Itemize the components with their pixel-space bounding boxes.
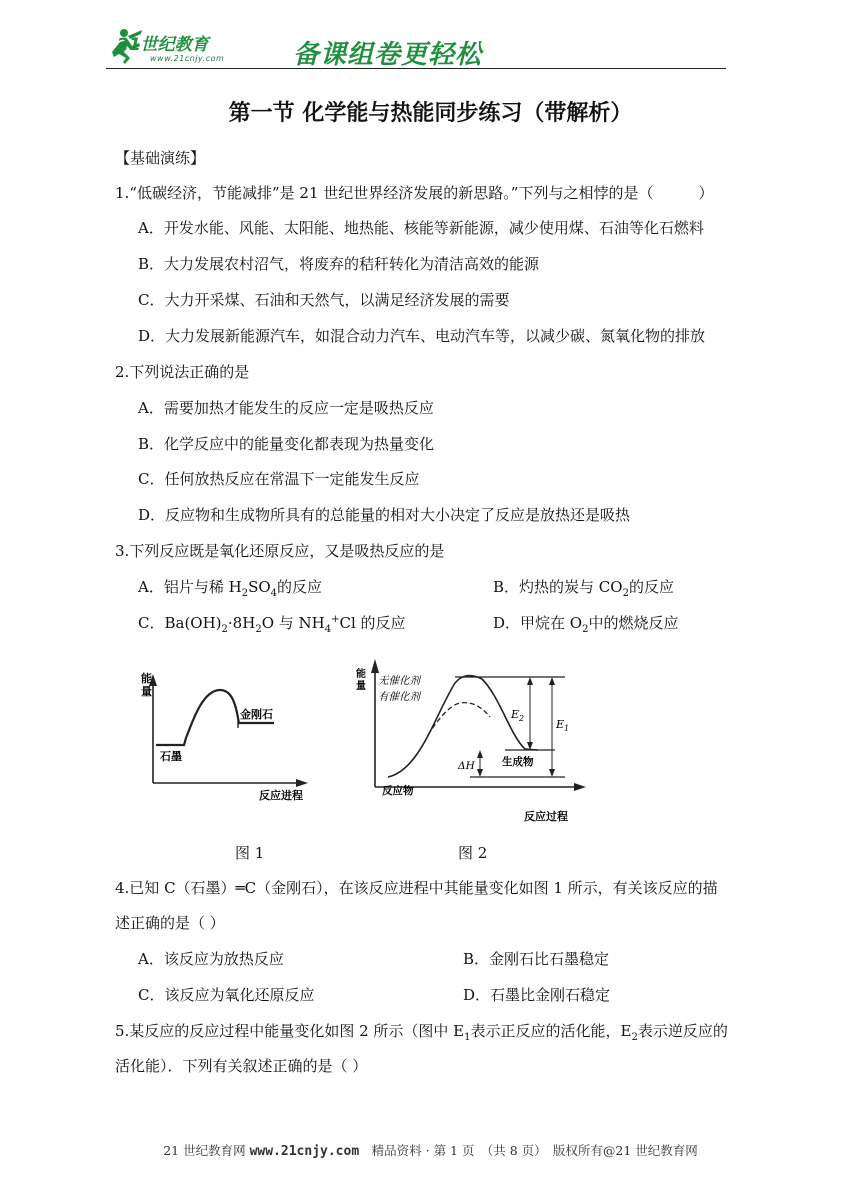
q3-stem: 3.下列反应既是氧化还原反应，又是吸热反应的是	[115, 542, 445, 560]
figure-2-energy-diagram	[350, 655, 590, 827]
fig2-reactant-label: 反应物	[382, 785, 414, 797]
q4-option-d: D．石墨比金刚石稳定	[463, 986, 611, 1004]
q4-option-a: A．该反应为放热反应	[138, 950, 284, 968]
q1-option-c: C．大力开采煤、石油和天然气，以满足经济发展的需要	[138, 291, 510, 309]
page-title: 第一节 化学能与热能同步练习（带解析）	[228, 100, 633, 126]
fig1-ylabel-2: 量	[141, 685, 152, 698]
q1-option-d: D．大力发展新能源汽车，如混合动力汽车、电动汽车等，以减少碳、氮氧化物的排放	[138, 327, 706, 345]
header-divider	[106, 68, 726, 69]
figure-1-energy-diagram	[138, 668, 313, 808]
footer-url: www.21cnjy.com	[249, 1144, 360, 1159]
q4-option-c: C．该反应为氧化还原反应	[138, 986, 315, 1004]
fig2-xlabel: 反应过程	[524, 810, 568, 823]
q5-stem-line-1: 5.某反应的反应过程中能量变化如图 2 所示（图中 $E_1$表示正反应的活化能，$E_2$表示逆反应的	[115, 1022, 728, 1043]
fig1-product-label: 金刚石	[240, 708, 273, 721]
fig2-dh-label: ΔH	[458, 760, 475, 772]
q2-option-a: A．需要加热才能发生的反应一定是吸热反应	[138, 399, 434, 417]
page-footer: 21 世纪教育网 www.21cnjy.com 精品资料 · 第 1 页 （共 8 页） 版权所有@21 世纪教育网	[163, 1143, 698, 1159]
q2-option-c: C．任何放热反应在常温下一定能发生反应	[138, 470, 420, 488]
figure-1-caption: 图 1	[235, 844, 265, 862]
q3-option-a: A．铝片与稀 $H_2SO_4$的反应	[138, 578, 323, 599]
fig2-e1-label: $E_1$	[556, 718, 570, 733]
q4-stem-line-1: 4.已知 C（石墨）═C（金刚石），在该反应进程中其能量变化如图 1 所示，有关该反应的描	[115, 879, 718, 897]
q3-option-c: C．$Ba(OH)_2\cdot 8H_2O$ 与 $NH_4^+Cl$ 的反应	[138, 614, 406, 635]
figure-2-caption: 图 2	[458, 844, 488, 862]
fig1-ylabel-1: 能	[141, 672, 152, 685]
fig2-e2-label: $E_2$	[511, 708, 525, 723]
q3-option-b: B．灼热的炭与 $CO_2$的反应	[493, 578, 674, 599]
q5-stem-line-2: 活化能）．下列有关叙述正确的是（ ）	[115, 1057, 368, 1075]
fig2-no-catalyst-label: 无催化剂	[378, 675, 420, 687]
q2-stem: 2.下列说法正确的是	[115, 363, 250, 381]
fig2-y-arrow	[371, 659, 379, 673]
q1-option-a: A．开发水能、风能、太阳能、地热能、核能等新能源，减少使用煤、石油等化石燃料	[138, 219, 704, 237]
fig1-x-arrow	[296, 779, 308, 787]
brand-slogan: 备课组卷更轻松	[293, 40, 483, 70]
fig2-product-label: 生成物	[502, 756, 534, 768]
q3-option-d: D．甲烷在 $O_2$中的燃烧反应	[493, 614, 679, 635]
fig2-ylabel-2: 量	[356, 681, 366, 692]
q1-option-b: B．大力发展农村沼气，将废弃的秸秆转化为清洁高效的能源	[138, 255, 540, 273]
fig2-catalyst-label: 有催化剂	[378, 691, 420, 703]
brand-url: www.21cnjy.com	[150, 54, 225, 63]
fig2-x-arrow	[574, 783, 586, 791]
fig1-reactant-label: 石墨	[160, 750, 182, 763]
q4-stem-line-2: 述正确的是（ ）	[115, 914, 225, 932]
brand-name: 21世纪教育	[117, 35, 209, 55]
q4-option-b: B．金刚石比石墨稳定	[463, 950, 610, 968]
q2-option-b: B．化学反应中的能量变化都表现为热量变化	[138, 435, 435, 453]
q1-stem: 1.“低碳经济，节能减排”是 21 世纪世界经济发展的新思路。”下列与之相悖的是（ ）	[115, 184, 714, 202]
q2-option-d: D．反应物和生成物所具有的总能量的相对大小决定了反应是放热还是吸热	[138, 506, 631, 524]
section-heading: 【基础演练】	[115, 149, 206, 167]
fig2-ylabel-1: 能	[356, 669, 366, 680]
fig1-xlabel: 反应进程	[259, 789, 303, 802]
